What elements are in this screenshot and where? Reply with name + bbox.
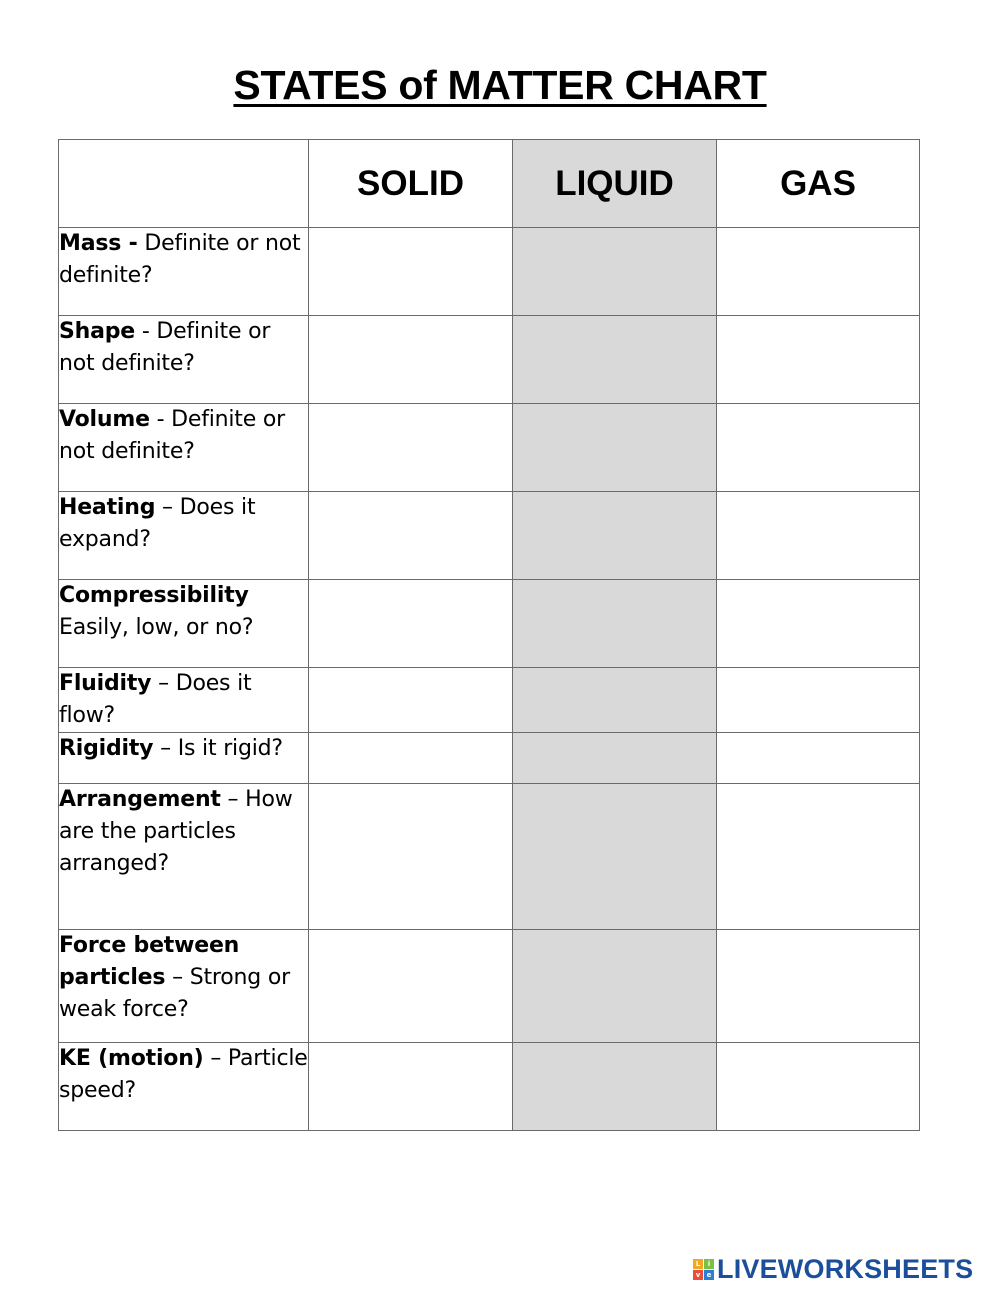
row-label-bold: Volume [59,407,150,432]
answer-cell-solid[interactable] [309,228,513,316]
answer-cell-liquid[interactable] [513,784,717,930]
header-liquid: LIQUID [513,140,717,228]
answer-cell-solid[interactable] [309,580,513,668]
answer-cell-gas[interactable] [717,930,920,1043]
answer-cell-gas[interactable] [717,228,920,316]
answer-cell-gas[interactable] [717,1043,920,1131]
answer-cell-liquid[interactable] [513,492,717,580]
row-label-fluidity [59,668,309,733]
answer-cell-gas[interactable] [717,580,920,668]
row-label-volume [59,404,309,492]
states-of-matter-table [58,139,920,1131]
logo-letter: v [693,1270,703,1280]
row-label-bold: KE (motion) [59,1046,204,1071]
header-solid: SOLID [309,140,513,228]
table-row [59,404,920,492]
liveworksheets-logo [693,1254,973,1284]
answer-cell-liquid[interactable] [513,930,717,1043]
answer-cell-liquid[interactable] [513,1043,717,1131]
answer-cell-solid[interactable] [309,492,513,580]
table-row [59,668,920,733]
row-label-bold: Heating [59,495,156,520]
answer-cell-solid[interactable] [309,404,513,492]
logo-letter: i [704,1259,714,1269]
answer-cell-liquid[interactable] [513,404,717,492]
table-header-row [59,140,920,228]
answer-cell-liquid[interactable] [513,316,717,404]
row-label-bold: Fluidity [59,671,152,696]
answer-cell-solid[interactable] [309,930,513,1043]
row-label-text: Definite or not definite? [59,231,301,288]
answer-cell-liquid[interactable] [513,733,717,784]
answer-cell-solid[interactable] [309,668,513,733]
row-label-text: - Definite or not definite? [59,319,271,376]
row-label-shape [59,316,309,404]
liveworksheets-logo-icon [693,1259,714,1280]
table-row [59,316,920,404]
header-empty-cell [59,140,309,228]
answer-cell-gas[interactable] [717,733,920,784]
table-row [59,784,920,930]
answer-cell-liquid[interactable] [513,668,717,733]
logo-text: LIVEWORKSHEETS [717,1253,974,1284]
table-row [59,1043,920,1131]
row-label-text: – How are the particles arranged? [59,787,293,876]
row-label-bold: Force between particles [59,933,240,990]
table-row [59,492,920,580]
answer-cell-solid[interactable] [309,784,513,930]
answer-cell-liquid[interactable] [513,228,717,316]
row-label-text: - Definite or not definite? [59,407,285,464]
header-gas: GAS [717,140,920,228]
answer-cell-gas[interactable] [717,784,920,930]
row-label-rigidity [59,733,309,784]
row-label-heating [59,492,309,580]
row-label-bold: Rigidity [59,736,154,761]
row-label-text: – Strong or weak force? [59,965,290,1022]
answer-cell-solid[interactable] [309,733,513,784]
row-label-text: – Is it rigid? [153,736,283,761]
logo-letter: e [704,1270,714,1280]
row-label-bold: Shape [59,319,136,344]
row-label-force [59,930,309,1043]
row-label-mass [59,228,309,316]
answer-cell-gas[interactable] [717,404,920,492]
row-label-text: – Does it expand? [59,495,256,552]
answer-cell-solid[interactable] [309,316,513,404]
row-label-bold: Arrangement [59,787,221,812]
row-label-text: – Does it flow? [59,671,252,728]
page-title: STATES of MATTER CHART [233,62,767,108]
answer-cell-gas[interactable] [717,492,920,580]
logo-letter: L [693,1259,703,1269]
answer-cell-solid[interactable] [309,1043,513,1131]
row-label-arrangement [59,784,309,930]
row-label-bold: Mass - [59,231,138,256]
table-row [59,228,920,316]
answer-cell-gas[interactable] [717,668,920,733]
table-row [59,930,920,1043]
row-label-text: – Particle speed? [59,1046,308,1103]
table-row [59,580,920,668]
answer-cell-liquid[interactable] [513,580,717,668]
answer-cell-gas[interactable] [717,316,920,404]
row-label-bold: Compressibility [59,583,249,608]
row-label-ke [59,1043,309,1131]
row-label-compressibility [59,580,309,668]
row-label-text: Easily, low, or no? [59,615,254,640]
table-row [59,733,920,784]
